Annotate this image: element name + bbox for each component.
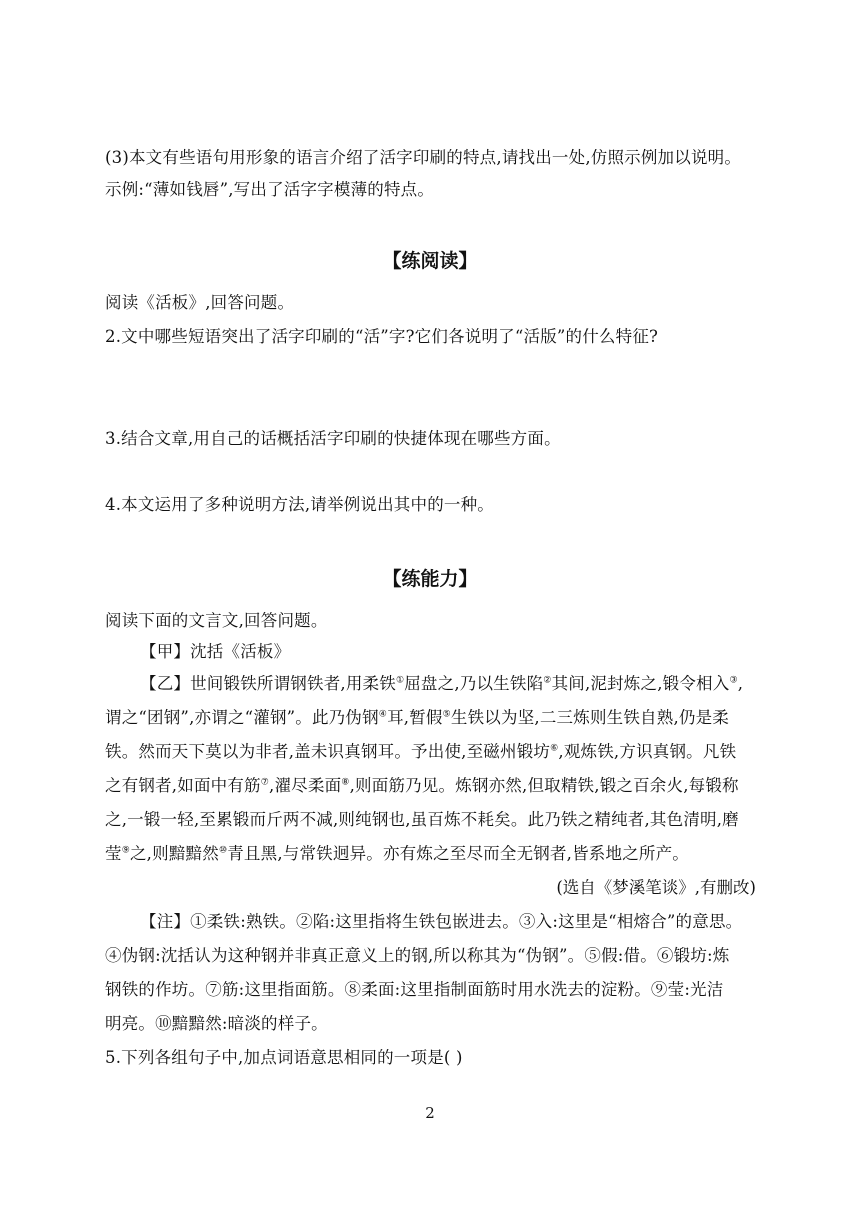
notes-line: 钢铁的作坊。⑦筋:这里指面筋。⑧柔面:这里指制面筋时用水洗去的淀粉。⑨莹:光洁 — [105, 980, 724, 999]
question-3-example: 示例:“薄如钱唇”,写出了活字字模薄的特点。 — [105, 180, 435, 199]
section-heading-reading: 【练阅读】 — [382, 250, 478, 272]
question-5: 5.下列各组句子中,加点词语意思相同的一项是( ) — [105, 1048, 463, 1067]
reading-intro: 阅读《活板》,回答问题。 — [105, 293, 295, 312]
passage-yi-line: 谓之“团钢”,亦谓之“灌钢”。此乃伪钢④耳,暂假⑤生铁以为坚,二三炼则生铁自熟,仍是柔 — [105, 708, 729, 727]
section-heading-ability: 【练能力】 — [382, 568, 478, 590]
question-4: 4.本文运用了多种说明方法,请举例说出其中的一种。 — [105, 495, 494, 514]
question-2: 2.文中哪些短语突出了活字印刷的“活”字?它们各说明了“活版”的什么特征? — [105, 327, 659, 346]
passage-yi-line: 【乙】世间锻铁所谓钢铁者,用柔铁①屈盘之,乃以生铁陷②其间,泥封炼之,锻令相入③, — [140, 674, 744, 693]
passage-jia-title: 【甲】沈括《活板》 — [140, 642, 291, 661]
page-number: 2 — [425, 1104, 435, 1122]
ability-intro: 阅读下面的文言文,回答问题。 — [105, 611, 328, 630]
question-3: 3.结合文章,用自己的话概括活字印刷的快捷体现在哪些方面。 — [105, 429, 561, 448]
question-3-prompt: (3)本文有些语句用形象的语言介绍了活字印刷的特点,请找出一处,仿照示例加以说明。 — [105, 148, 742, 167]
passage-yi-line: 之有钢者,如面中有筋⑦,濯尽柔面⑧,则面筋乃见。炼钢亦然,但取精铁,锻之百余火,每锻称 — [105, 776, 739, 795]
passage-yi-line: 之,一锻一轻,至累锻而斤两不减,则纯钢也,虽百炼不耗矣。此乃铁之精纯者,其色清明,磨 — [105, 810, 739, 829]
notes-line: 明亮。⑩黯黯然:暗淡的样子。 — [105, 1014, 328, 1033]
passage-yi-line: 铁。然而天下莫以为非者,盖未识真钢耳。予出使,至磁州锻坊⑥,观炼铁,方识真钢。凡铁 — [105, 742, 737, 761]
notes-line: ④伪钢:沈括认为这种钢并非真正意义上的钢,所以称其为“伪钢”。⑤假:借。⑥锻坊:炼 — [105, 946, 730, 965]
notes-line: 【注】①柔铁:熟铁。②陷:这里指将生铁包嵌进去。③入:这里是“相熔合”的意思。 — [140, 912, 743, 931]
passage-source: (选自《梦溪笔谈》,有删改) — [556, 878, 756, 897]
passage-yi-line: 莹⑨之,则黯黯然⑩青且黑,与常铁迥异。亦有炼之至尽而全无钢者,皆系地之所产。 — [105, 844, 690, 863]
